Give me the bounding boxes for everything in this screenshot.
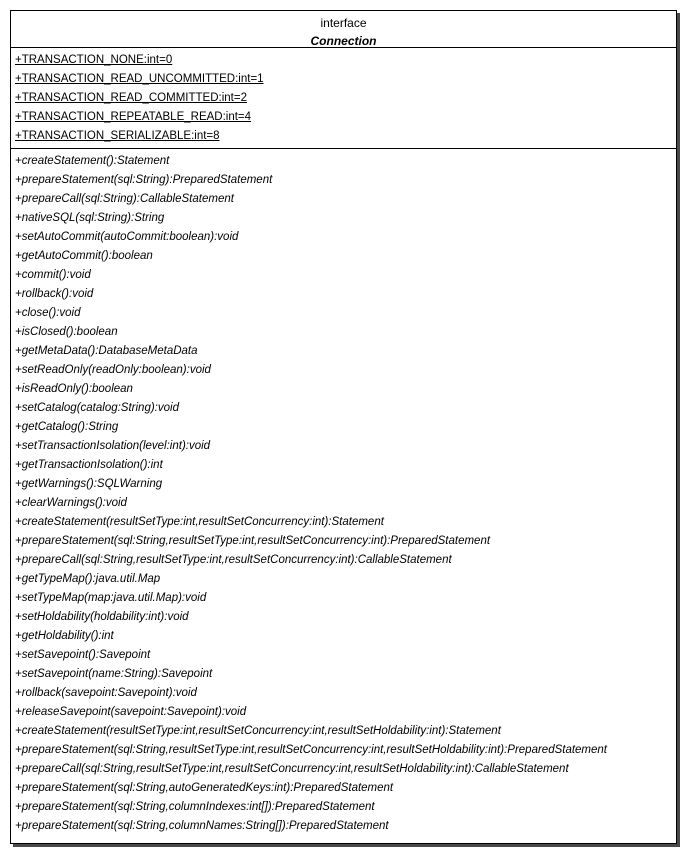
attribute-row: +TRANSACTION_READ_UNCOMMITTED:int=1 [15,73,264,85]
operations-compartment [11,149,676,836]
operation-row: +setSavepoint():Savepoint [15,649,151,661]
uml-class-box [10,10,677,844]
operation-row: +setReadOnly(readOnly:boolean):void [15,364,211,376]
operation-row: +nativeSQL(sql:String):String [15,212,165,224]
operation-row: +getAutoCommit():boolean [15,250,153,262]
operation-row: +createStatement(resultSetType:int,resultSetConcurrency:int):Statement [15,516,384,528]
attribute-row: +TRANSACTION_SERIALIZABLE:int=8 [15,130,220,142]
operation-row: +rollback(savepoint:Savepoint):void [15,687,197,699]
class-header [11,11,676,48]
operation-row: +getTypeMap():java.util.Map [15,573,161,585]
operation-row: +prepareStatement(sql:String,columnNames:String[]):PreparedStatement [15,820,389,832]
operation-row: +createStatement():Statement [15,155,170,167]
operation-row: +prepareStatement(sql:String):PreparedStatement [15,174,273,186]
operation-row: +rollback():void [15,288,94,300]
operation-row: +prepareStatement(sql:String,resultSetType:int,resultSetConcurrency:int):PreparedStatement [15,535,491,547]
class-stereotype: interface [320,16,367,30]
operation-row: +prepareStatement(sql:String,autoGeneratedKeys:int):PreparedStatement [15,782,394,794]
operation-row: +releaseSavepoint(savepoint:Savepoint):void [15,706,247,718]
operation-row: +setTransactionIsolation(level:int):void [15,440,211,452]
attribute-row: +TRANSACTION_READ_COMMITTED:int=2 [15,92,247,104]
operation-row: +setHoldability(holdability:int):void [15,611,189,623]
operation-row: +prepareStatement(sql:String,columnIndexes:int[]):PreparedStatement [15,801,375,813]
operation-row: +getHoldability():int [15,630,114,642]
operation-row: +prepareCall(sql:String,resultSetType:int,resultSetConcurrency:int):CallableStatement [15,554,452,566]
operation-row: +prepareStatement(sql:String,resultSetType:int,resultSetConcurrency:int,resultSetHoldability:int):PreparedStatement [15,744,608,756]
operation-row: +isClosed():boolean [15,326,118,338]
operation-row: +getMetaData():DatabaseMetaData [15,345,198,357]
operation-row: +commit():void [15,269,91,281]
operation-row: +setTypeMap(map:java.util.Map):void [15,592,207,604]
operation-row: +clearWarnings():void [15,497,127,509]
attributes-compartment [11,48,676,149]
operation-row: +getTransactionIsolation():int [15,459,163,471]
operation-row: +setAutoCommit(autoCommit:boolean):void [15,231,239,243]
operation-row: +prepareCall(sql:String):CallableStatement [15,193,234,205]
class-name: Connection [310,34,377,48]
operation-row: +getWarnings():SQLWarning [15,478,163,490]
operation-row: +getCatalog():String [15,421,119,433]
operation-row: +setSavepoint(name:String):Savepoint [15,668,213,680]
operation-row: +createStatement(resultSetType:int,resultSetConcurrency:int,resultSetHoldability:int):Statement [15,725,501,737]
operation-row: +isReadOnly():boolean [15,383,133,395]
attribute-row: +TRANSACTION_NONE:int=0 [15,54,173,66]
operation-row: +prepareCall(sql:String,resultSetType:int,resultSetConcurrency:int,resultSetHoldability:int):CallableStatement [15,763,569,775]
operation-row: +setCatalog(catalog:String):void [15,402,179,414]
attribute-row: +TRANSACTION_REPEATABLE_READ:int=4 [15,111,252,123]
operation-row: +close():void [15,307,81,319]
